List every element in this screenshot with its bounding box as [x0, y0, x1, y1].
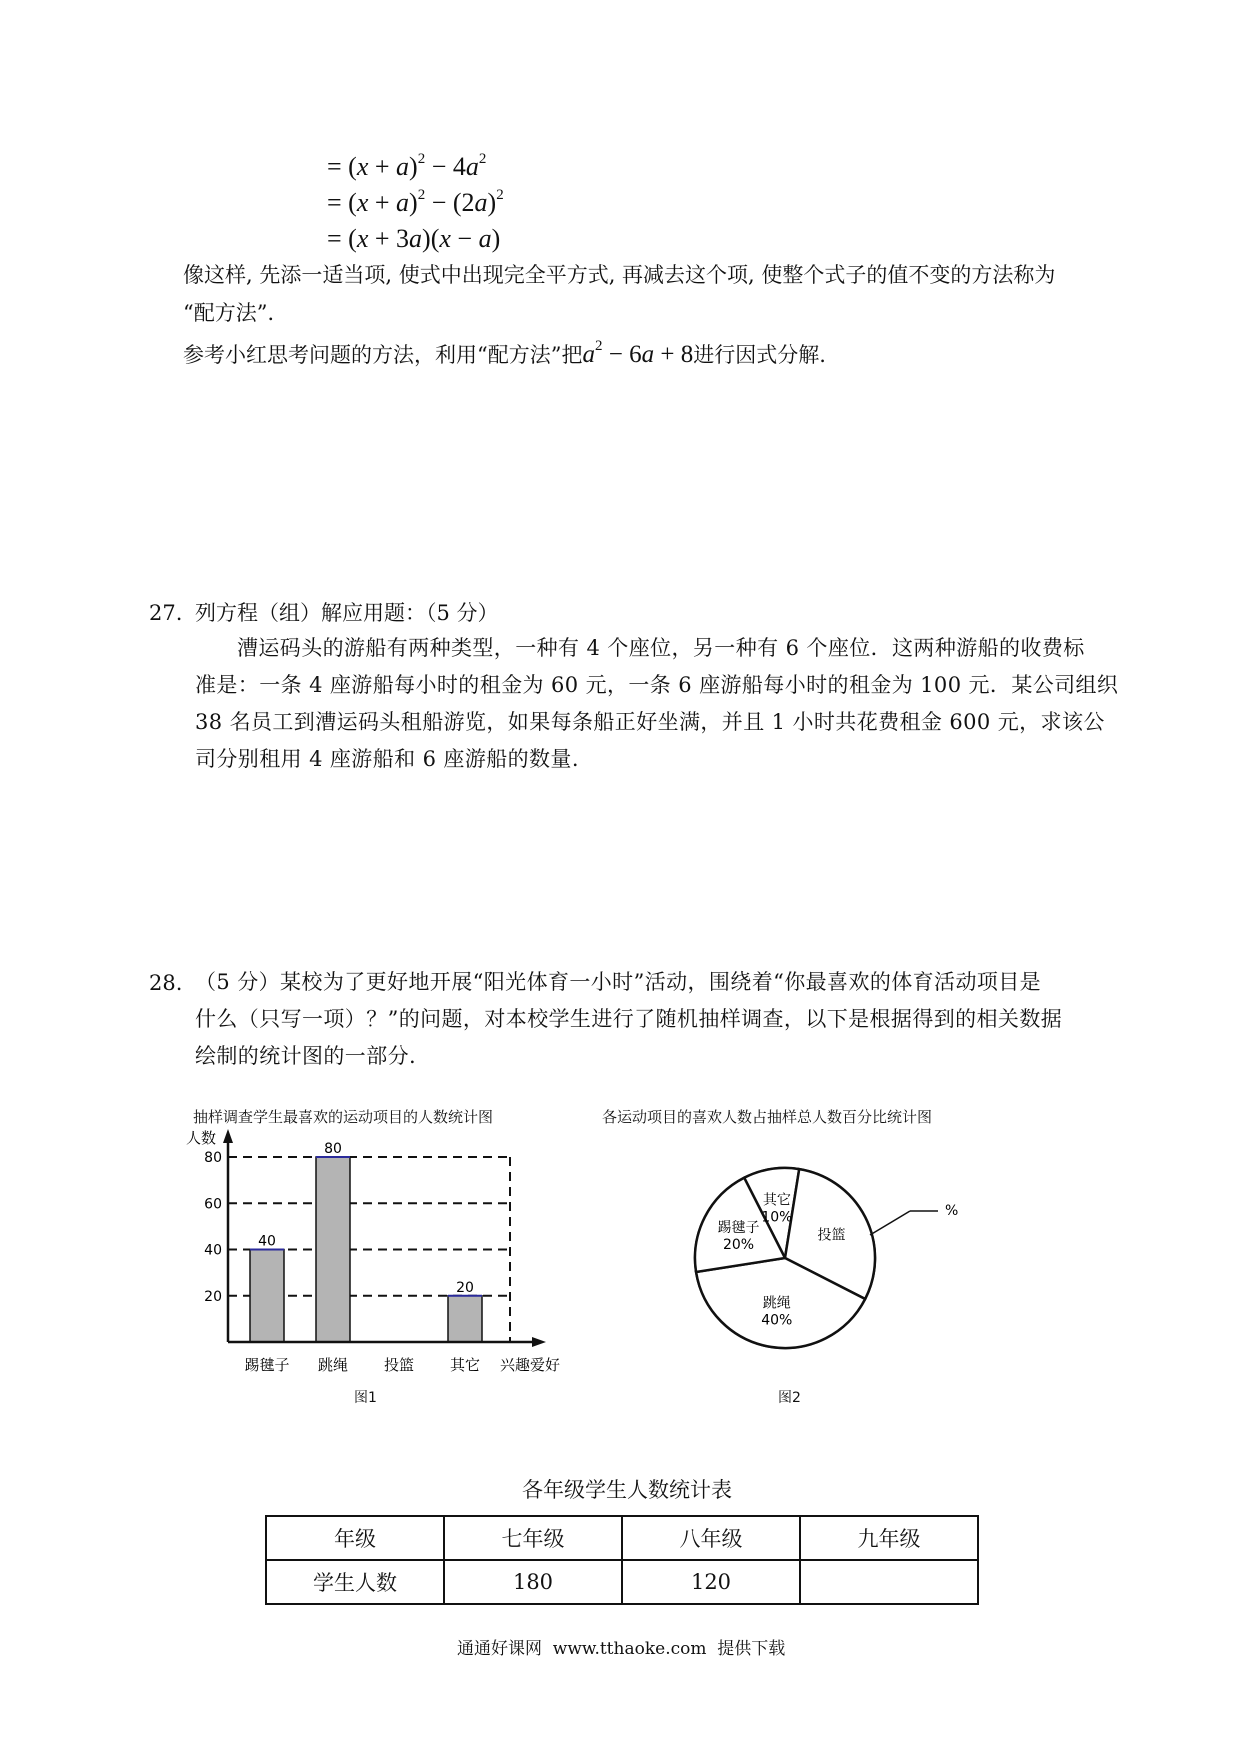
y-axis-label: 人数 — [186, 1129, 217, 1147]
q28-line: （5 分）某校为了更好地开展“阳光体育一小时”活动，围绕着“你最喜欢的体育活动项目是 — [195, 970, 1042, 994]
x-axis-arrow — [532, 1337, 546, 1347]
bar-chart-title: 抽样调查学生最喜欢的运动项目的人数统计图 — [193, 1108, 494, 1126]
math-line-3: = (x + 3a)(x − a) — [327, 224, 501, 253]
page-footer: 通通好课网 www.tthaoke.com 提供下载 — [457, 1639, 786, 1659]
q27-line: 司分别租用 4 座游船和 6 座游船的数量. — [195, 747, 579, 771]
grade-table — [265, 1515, 979, 1605]
x-axis-label: 兴趣爱好 — [500, 1356, 561, 1374]
bar-value-label: 40 — [258, 1233, 276, 1250]
pie-slice-label: 踢毽子 — [717, 1220, 760, 1237]
y-tick-label: 60 — [204, 1196, 222, 1213]
pie-slice-percent: 40% — [761, 1312, 793, 1329]
bar — [448, 1296, 482, 1342]
math-line-2: = $(x + a)^2 - (2a)^2$ — [327, 187, 504, 217]
q28-number: 28. — [149, 971, 183, 995]
x-tick-label: 投篮 — [383, 1356, 415, 1374]
callout-percent: % — [945, 1203, 959, 1219]
y-tick-label: 40 — [204, 1242, 222, 1259]
x-tick-label: 跳绳 — [317, 1356, 349, 1374]
q27-line: 38 名员工到漕运码头租船游览，如果每条船正好坐满，并且 1 小时共花费租金 600 元，求该公 — [195, 710, 1105, 734]
pie-slice-percent: 20% — [722, 1237, 755, 1254]
q28-body — [195, 964, 1105, 1075]
table-cell: 学生人数 — [266, 1560, 444, 1604]
pie-slice-label: 其它 — [762, 1192, 791, 1209]
q27-body — [195, 630, 1119, 778]
y-tick-label: 20 — [204, 1288, 222, 1305]
q28-line: 绘制的统计图的一部分. — [195, 1044, 417, 1068]
pie-chart — [680, 1150, 980, 1380]
table-title: 各年级学生人数统计表 — [522, 1478, 732, 1502]
q27-title: 列方程（组）解应用题：（5 分） — [195, 601, 499, 625]
y-tick-label: 80 — [204, 1150, 222, 1166]
q27-line: 准是：一条 4 座游船每小时的租金为 60 元，一条 6 座游船每小时的租金为 100 元．某公司组织 — [195, 673, 1119, 697]
table-cell: 八年级 — [622, 1516, 800, 1560]
table-row — [266, 1560, 978, 1604]
q27-line: 漕运码头的游船有两种类型，一种有 4 个座位，另一种有 6 个座位．这两种游船的收费标 — [237, 636, 1085, 660]
bar-value-label: 20 — [456, 1279, 474, 1296]
intro-line-2: “配方法”． — [183, 301, 289, 325]
bar-chart-caption: 图1 — [354, 1390, 377, 1406]
table-header-row — [266, 1516, 978, 1560]
bar — [250, 1250, 284, 1343]
table-cell: 年级 — [266, 1516, 444, 1560]
q28-line: 什么（只写一项）？”的问题，对本校学生进行了随机抽样调查，以下是根据得到的相关数据 — [195, 1007, 1063, 1031]
intro-line-1: 像这样, 先添一适当项, 使式中出现完全平方式, 再减去这个项, 使整个式子的值不变的方法称为 — [183, 263, 1056, 287]
q27-number: 27. — [149, 601, 183, 625]
math-line-1: = $(x + a)^2 - 4a^2$ — [327, 151, 487, 181]
bar-series — [250, 1141, 482, 1342]
intro-task: 参考小红思考问题的方法，利用“配方法”把$a^2 - 6a + 8$进行因式分解. — [183, 338, 826, 368]
pie-chart-caption: 图2 — [778, 1390, 801, 1406]
callout-line — [870, 1211, 910, 1235]
pie-slice-label: 跳绳 — [762, 1295, 791, 1312]
pie-slice-label: 投篮 — [817, 1227, 846, 1244]
x-tick-label: 踢毽子 — [244, 1356, 290, 1374]
bar-value-label: 80 — [324, 1141, 342, 1157]
table-cell: 九年级 — [800, 1516, 978, 1560]
table-cell: 七年级 — [444, 1516, 622, 1560]
table-cell — [800, 1560, 978, 1604]
table-cell: 180 — [444, 1560, 622, 1604]
x-tick-label: 其它 — [449, 1356, 481, 1374]
bar-chart — [180, 1125, 600, 1375]
y-axis-arrow — [223, 1129, 233, 1143]
table-cell: 120 — [622, 1560, 800, 1604]
pie-chart-title: 各运动项目的喜欢人数占抽样总人数百分比统计图 — [602, 1108, 933, 1126]
pie-slice-percent: 10% — [761, 1209, 793, 1226]
bar — [316, 1157, 350, 1342]
